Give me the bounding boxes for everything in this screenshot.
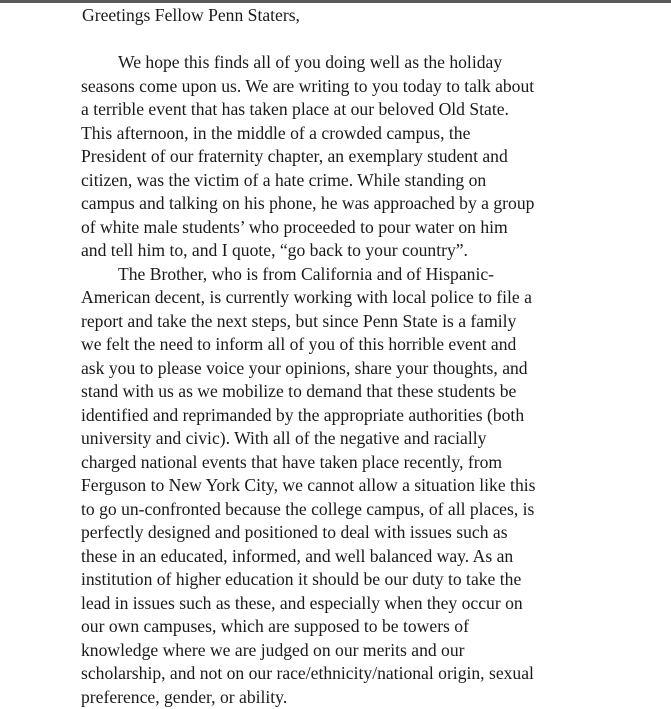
text-line: institution of higher education it should be our duty to take the [81, 568, 661, 592]
text-line: university and civic). With all of the negative and racially [81, 427, 661, 451]
text-line: to go un-confronted because the college campus, of all places, is [81, 498, 661, 522]
text-line: We hope this finds all of you doing well as the holiday [81, 51, 661, 75]
letter-body [81, 4, 661, 709]
text-line: scholarship, and not on our race/ethnicity/national origin, sexual [81, 662, 661, 686]
paragraph-1 [81, 51, 661, 263]
text-line: charged national events that have taken place recently, from [81, 451, 661, 475]
text-line: President of our fraternity chapter, an exemplary student and [81, 145, 661, 169]
text-line: our own campuses, which are supposed to be towers of [81, 615, 661, 639]
text-line: seasons come upon us. We are writing to you today to talk about [81, 75, 661, 99]
text-line: and tell him to, and I quote, “go back to your country”. [81, 239, 661, 263]
text-line: Ferguson to New York City, we cannot allow a situation like this [81, 474, 661, 498]
text-line: identified and reprimanded by the appropriate authorities (both [81, 404, 661, 428]
text-line: a terrible event that has taken place at our beloved Old State. [81, 98, 661, 122]
text-line: American decent, is currently working with local police to file a [81, 286, 661, 310]
text-line: perfectly designed and positioned to deal with issues such as [81, 521, 661, 545]
text-line: ask you to please voice your opinions, share your thoughts, and [81, 357, 661, 381]
text-line: these in an educated, informed, and well balanced way. As an [81, 545, 661, 569]
text-line: This afternoon, in the middle of a crowded campus, the [81, 122, 661, 146]
paragraph-2 [81, 263, 661, 709]
text-line: citizen, was the victim of a hate crime. While standing on [81, 169, 661, 193]
text-line: knowledge where we are judged on our merits and our [81, 639, 661, 663]
letter-greeting: Greetings Fellow Penn Staters, [81, 4, 661, 28]
text-line: report and take the next steps, but since Penn State is a family [81, 310, 661, 334]
text-line: lead in issues such as these, and especially when they occur on [81, 592, 661, 616]
text-line: we felt the need to inform all of you of this horrible event and [81, 333, 661, 357]
text-line: preference, gender, or ability. [81, 686, 661, 709]
text-line: campus and talking on his phone, he was approached by a group [81, 192, 661, 216]
text-line: stand with us as we mobilize to demand that these students be [81, 380, 661, 404]
text-line: The Brother, who is from California and of Hispanic- [81, 263, 661, 287]
top-border [0, 0, 671, 3]
text-line: of white male students’ who proceeded to pour water on him [81, 216, 661, 240]
